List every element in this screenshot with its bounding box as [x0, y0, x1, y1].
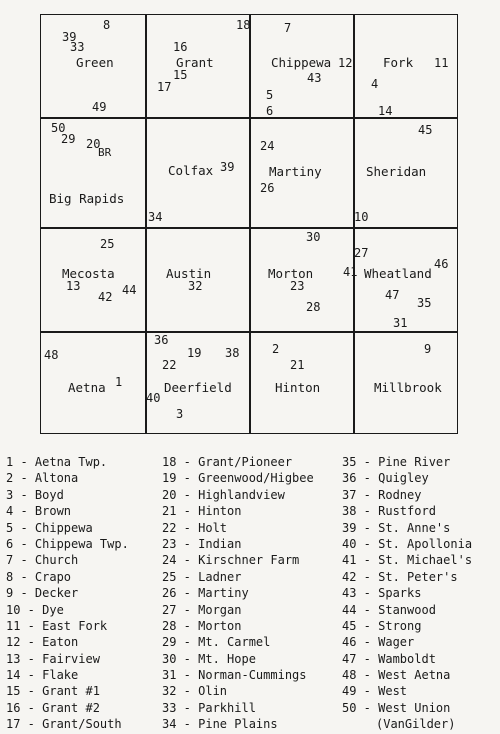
site-marker: 16	[173, 40, 188, 54]
legend-item: 23 - Indian	[162, 536, 242, 551]
site-marker: 30	[306, 230, 321, 244]
township-label-sheridan: Sheridan	[366, 164, 427, 179]
legend-item: 50 - West Union	[342, 700, 451, 715]
site-marker: 49	[92, 100, 107, 114]
site-marker: 5	[266, 88, 274, 102]
site-marker: 15	[173, 68, 188, 82]
site-marker: 46	[434, 257, 449, 271]
legend-item: 30 - Mt. Hope	[162, 651, 256, 666]
site-marker: 13	[66, 279, 81, 293]
legend-item: 42 - St. Peter's	[342, 569, 458, 584]
site-marker: 32	[188, 279, 203, 293]
legend-item: 13 - Fairview	[6, 651, 100, 666]
site-marker: 21	[290, 358, 305, 372]
site-marker: 28	[306, 300, 321, 314]
site-marker: 44	[122, 283, 137, 297]
legend-item: 22 - Holt	[162, 520, 228, 535]
legend-item: 16 - Grant #2	[6, 700, 100, 715]
big-rapids-abbrev-label: BR	[98, 146, 112, 159]
legend-item: 44 - Stanwood	[342, 602, 436, 617]
site-marker: 39	[62, 30, 77, 44]
legend-item: 45 - Strong	[342, 618, 422, 633]
legend-item: 20 - Highlandview	[162, 487, 285, 502]
township-label-millbrook: Millbrook	[374, 380, 442, 395]
township-map	[40, 14, 458, 434]
legend-item: 34 - Pine Plains	[162, 717, 278, 732]
township-label-austin: Austin	[166, 266, 212, 281]
township-label-mecosta: Mecosta	[62, 266, 115, 281]
site-marker: 1	[115, 375, 123, 389]
site-marker: 4	[371, 77, 379, 91]
site-marker: 10	[354, 210, 369, 224]
legend-item: 8 - Crapo	[6, 569, 72, 584]
legend-item: 39 - St. Anne's	[342, 520, 451, 535]
legend-item: 19 - Greenwood/Higbee	[162, 471, 314, 486]
legend-item: 5 - Chippewa	[6, 520, 93, 535]
legend-item: 12 - Eaton	[6, 635, 79, 650]
legend-item: 6 - Chippewa Twp.	[6, 536, 129, 551]
legend-item: 28 - Morton	[162, 618, 242, 633]
site-marker: 42	[98, 290, 113, 304]
site-marker: 45	[418, 123, 433, 137]
site-marker: 35	[417, 296, 432, 310]
legend-item: 43 - Sparks	[342, 586, 422, 601]
township-label-colfax: Colfax	[168, 163, 214, 178]
site-marker: 25	[100, 237, 115, 251]
site-marker: 33	[70, 40, 85, 54]
township-label-deerfield: Deerfield	[164, 380, 232, 395]
site-marker: 8	[103, 18, 111, 32]
site-marker: 47	[385, 288, 400, 302]
legend-column-2	[162, 454, 314, 733]
site-marker: 31	[393, 316, 408, 330]
legend-item: 37 - Rodney	[342, 487, 422, 502]
legend-item: 40 - St. Apollonia	[342, 536, 473, 551]
site-marker: 27	[354, 246, 369, 260]
legend-item: 33 - Parkhill	[162, 700, 256, 715]
legend-item: 1 - Aetna Twp.	[6, 455, 108, 469]
legend-item: 21 - Hinton	[162, 504, 242, 519]
legend-item: 17 - Grant/South	[6, 717, 122, 732]
site-marker: 18	[236, 18, 251, 32]
legend-item: 7 - Church	[6, 553, 79, 568]
site-marker: 22	[162, 358, 177, 372]
legend-item: 4 - Brown	[6, 504, 72, 519]
legend-item: 29 - Mt. Carmel	[162, 635, 271, 650]
legend-item: 46 - Wager	[342, 635, 415, 650]
township-label-chippewa: Chippewa	[271, 55, 332, 70]
township-label-hinton: Hinton	[275, 380, 321, 395]
site-marker: 20	[86, 137, 101, 151]
legend-item: 27 - Morgan	[162, 602, 242, 617]
site-marker: 29	[61, 132, 76, 146]
legend-item: 24 - Kirschner Farm	[162, 553, 300, 568]
legend-item: 14 - Flake	[6, 668, 79, 683]
legend-item: 41 - St. Michael's	[342, 553, 473, 568]
legend-item: 35 - Pine River	[342, 455, 451, 469]
legend-item: 32 - Olin	[162, 684, 228, 699]
legend-item: 2 - Altona	[6, 471, 79, 486]
site-marker: 19	[187, 346, 202, 360]
legend-item: 49 - West	[342, 684, 408, 699]
township-label-big-rapids: Big Rapids	[49, 191, 125, 206]
site-marker: 40	[146, 391, 161, 405]
site-marker: 6	[266, 104, 274, 118]
site-marker: 9	[424, 342, 432, 356]
legend-item: 10 - Dye	[6, 602, 64, 617]
legend-item: 11 - East Fork	[6, 618, 108, 633]
site-marker: 48	[44, 348, 59, 362]
township-label-morton: Morton	[268, 266, 314, 281]
site-marker: 23	[290, 279, 305, 293]
site-marker: 38	[225, 346, 240, 360]
township-label-aetna: Aetna	[68, 380, 106, 395]
legend	[0, 454, 500, 734]
site-marker: 39	[220, 160, 235, 174]
legend-item: 9 - Decker	[6, 586, 79, 601]
site-marker: 7	[284, 21, 292, 35]
legend-item: 31 - Norman-Cummings	[162, 668, 307, 683]
township-label-green: Green	[76, 55, 114, 70]
legend-column-1	[6, 454, 129, 733]
legend-item: 15 - Grant #1	[6, 684, 100, 699]
site-marker: 12	[338, 56, 353, 70]
legend-column-3	[342, 454, 472, 733]
site-marker: 11	[434, 56, 449, 70]
township-label-fork: Fork	[383, 55, 414, 70]
site-marker: 34	[148, 210, 163, 224]
site-marker: 26	[260, 181, 275, 195]
township-label-martiny: Martiny	[269, 164, 322, 179]
site-marker: 2	[272, 342, 280, 356]
legend-item: 48 - West Aetna	[342, 668, 451, 683]
site-marker: 41	[343, 265, 358, 279]
site-marker: 14	[378, 104, 393, 118]
site-marker: 24	[260, 139, 275, 153]
site-marker: 50	[51, 121, 66, 135]
site-marker: 36	[154, 333, 169, 347]
legend-item: 26 - Martiny	[162, 586, 249, 601]
township-label-grant: Grant	[176, 55, 214, 70]
legend-item: 3 - Boyd	[6, 487, 64, 502]
legend-item: 36 - Quigley	[342, 471, 429, 486]
legend-item: 47 - Wamboldt	[342, 651, 436, 666]
legend-item: 18 - Grant/Pioneer	[162, 455, 293, 469]
legend-item-continuation: (VanGilder)	[376, 717, 456, 732]
site-marker: 17	[157, 80, 172, 94]
legend-item: 25 - Ladner	[162, 569, 242, 584]
site-marker: 3	[176, 407, 184, 421]
site-marker: 43	[307, 71, 322, 85]
legend-item: 38 - Rustford	[342, 504, 436, 519]
township-label-wheatland: Wheatland	[364, 266, 432, 281]
